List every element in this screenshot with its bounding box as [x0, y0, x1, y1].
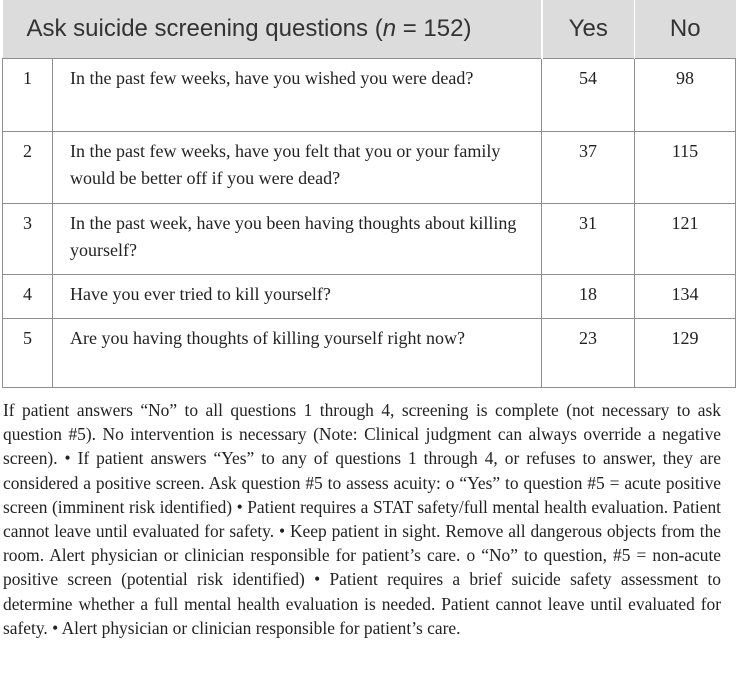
- yes-count: 23: [542, 319, 635, 388]
- table-title-suffix: = 152): [396, 15, 472, 42]
- screening-table: [2, 0, 736, 388]
- table-title-n: n: [382, 15, 397, 42]
- yes-count: 31: [542, 204, 635, 275]
- yes-count: 54: [542, 59, 635, 132]
- yes-count: 18: [542, 275, 635, 319]
- question-text: Are you having thoughts of killing yourself right now?: [53, 319, 542, 388]
- table-row: [3, 204, 736, 275]
- no-count: 129: [635, 319, 736, 388]
- no-count: 134: [635, 275, 736, 319]
- question-number: 5: [3, 319, 53, 388]
- question-number: 1: [3, 59, 53, 132]
- table-row: [3, 132, 736, 204]
- question-text: Have you ever tried to kill yourself?: [53, 275, 542, 319]
- table-row: [3, 59, 736, 132]
- col-header-no: No: [635, 0, 736, 59]
- table-footnote: If patient answers “No” to all questions 1 through 4, screening is complete (not necessary to ask question #5). No intervention is necessary (Note: Clinical judgment can always override a negative screen). • If patient answers “Yes” to any of questions 1 through 4, or refuses to answer, they are considered a positive screen. Ask question #5 to assess acuity: o “Yes” to question #5 = acute positive screen (imminent risk identified) • Patient requires a STAT safety/full mental health evaluation. Patient cannot leave until evaluated for safety. • Keep patient in sight. Remove all dangerous objects from the room. Alert physician or clinician responsible for patient’s care. o “No” to question, #5 = non-acute positive screen (potential risk identified) • Patient requires a brief suicide safety assessment to determine whether a full mental health evaluation is needed. Patient cannot leave until evaluated for safety. • Alert physician or clinician responsible for patient’s care.: [3, 400, 721, 638]
- question-text: In the past week, have you been having thoughts about killing yourself?: [53, 204, 542, 275]
- table-title: [3, 0, 542, 59]
- no-count: 121: [635, 204, 736, 275]
- question-number: 2: [3, 132, 53, 204]
- table-row: [3, 319, 736, 388]
- no-count: 98: [635, 59, 736, 132]
- table-row: [3, 275, 736, 319]
- table-title-prefix: Ask suicide screening questions (: [26, 15, 383, 42]
- question-text: In the past few weeks, have you wished you were dead?: [53, 59, 542, 132]
- question-number: 3: [3, 204, 53, 275]
- table-header-row: [3, 0, 736, 59]
- question-number: 4: [3, 275, 53, 319]
- no-count: 115: [635, 132, 736, 204]
- yes-count: 37: [542, 132, 635, 204]
- question-text: In the past few weeks, have you felt that you or your family would be better off if you were dead?: [53, 132, 542, 204]
- col-header-yes: Yes: [542, 0, 635, 59]
